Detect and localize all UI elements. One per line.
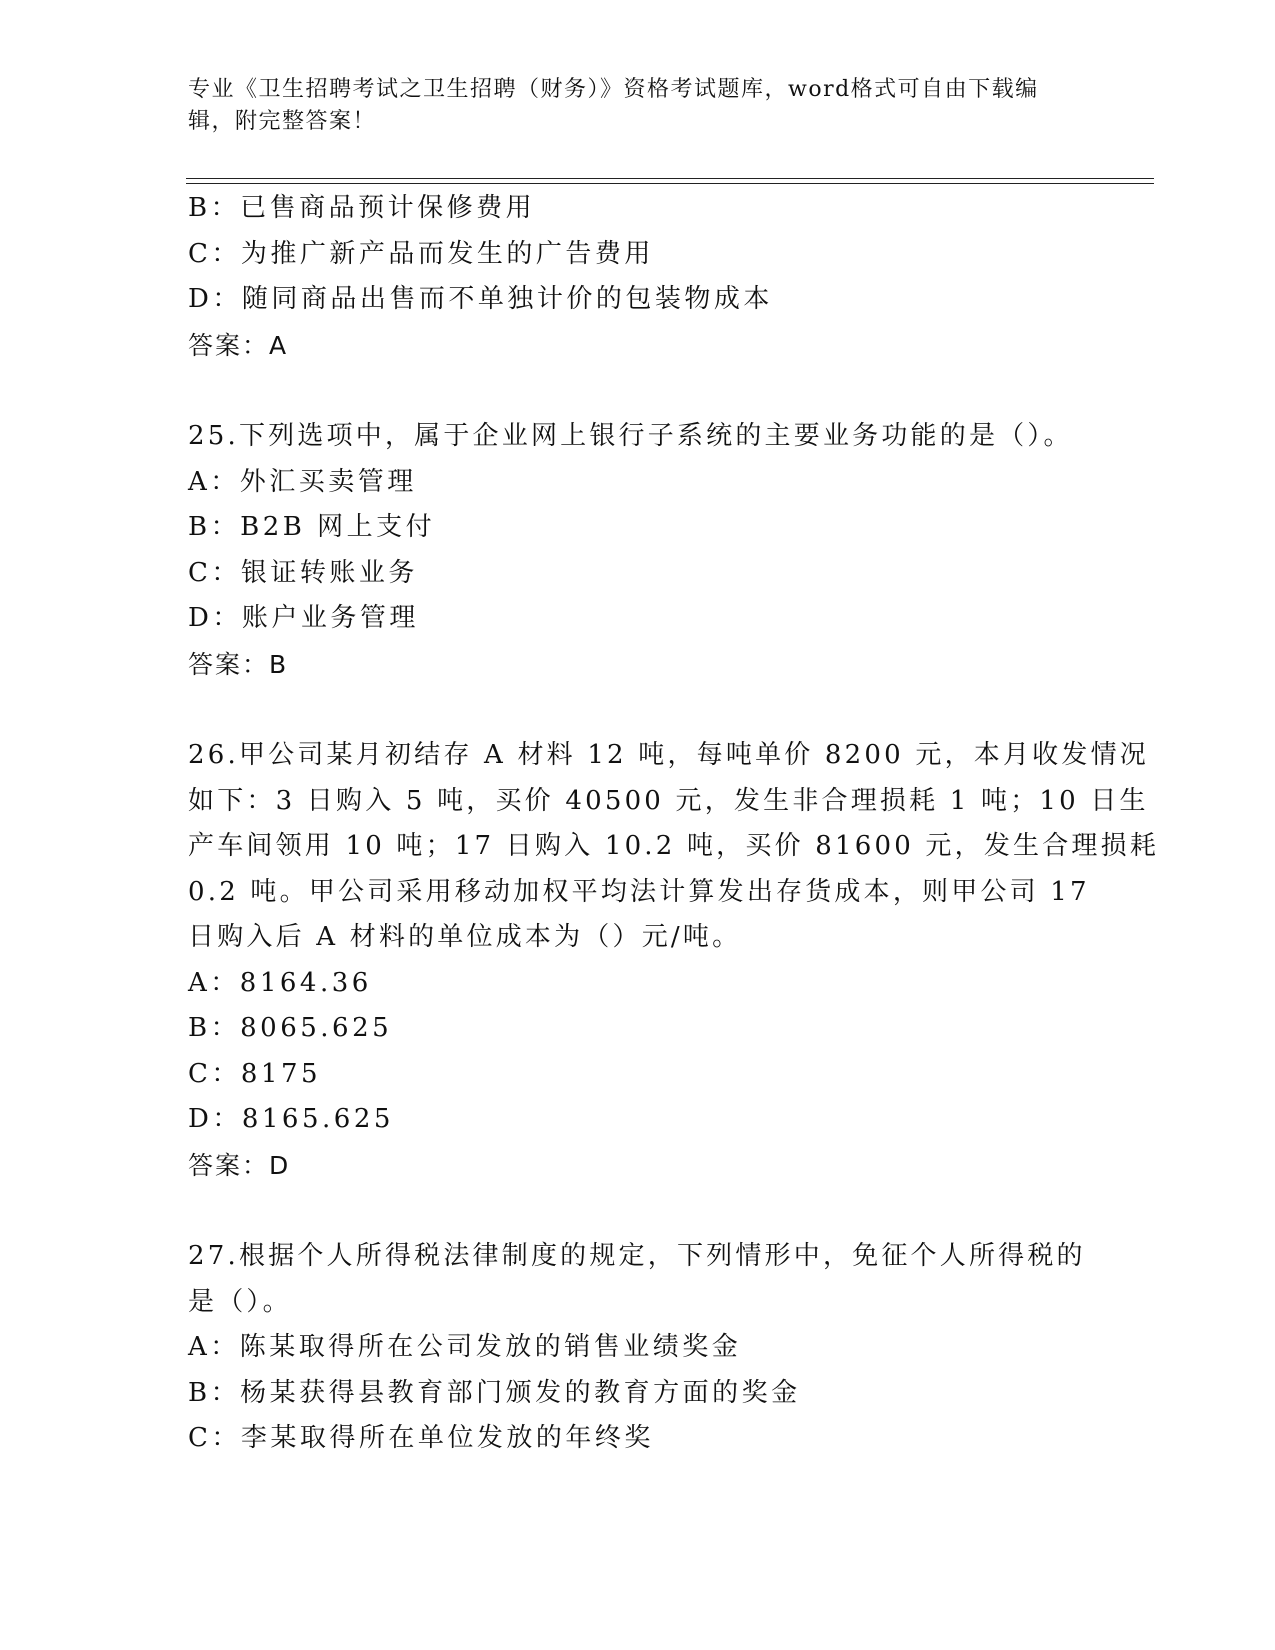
question-stem-line: 27.根据个人所得税法律制度的规定，下列情形中，免征个人所得税的 [188,1241,1086,1271]
question-stem-line: 产车间领用 10 吨；17 日购入 10.2 吨，买价 81600 元，发生合理损耗 [188,831,1160,861]
header-rule-bottom [186,183,1154,184]
option-c: C：为推广新产品而发生的广告费用 [188,238,654,269]
question-25 [188,414,1088,687]
document-body [188,186,1160,1462]
question-stem-line: 0.2 吨。甲公司采用移动加权平均法计算发出存货成本，则甲公司 17 [188,876,1090,907]
header-rule-top [186,178,1154,179]
question-spacer [188,1188,1088,1234]
option-c: C：8175 [188,1058,322,1089]
option-d: D：8165.625 [188,1104,394,1134]
option-b: B：8065.625 [188,1013,393,1043]
option-a: A：外汇买卖管理 [188,466,417,497]
question-stem-line: 日购入后 A 材料的单位成本为（）元/吨。 [188,922,742,952]
answer-line: 答案：B [188,649,289,679]
question-24-continued [188,186,1088,368]
answer-line: 答案：A [188,330,289,360]
question-27 [188,1234,1088,1462]
option-b: B：杨某获得县教育部门颁发的教育方面的奖金 [188,1377,801,1408]
option-a: A：陈某取得所在公司发放的销售业绩奖金 [188,1332,742,1362]
option-c: C：李某取得所在单位发放的年终奖 [188,1423,654,1453]
question-26 [188,733,1160,1188]
option-b: B：B2B 网上支付 [188,512,436,542]
option-d: D：账户业务管理 [188,603,419,633]
option-b: B：已售商品预计保修费用 [188,193,536,223]
option-c: C：银证转账业务 [188,557,418,588]
option-d: D：随同商品出售而不单独计价的包装物成本 [188,284,773,314]
question-stem-line: 是（）。 [188,1286,292,1317]
question-stem-line: 26.甲公司某月初结存 A 材料 12 吨，每吨单价 8200 元，本月收发情况 [188,740,1149,770]
answer-line: 答案：D [188,1150,291,1180]
question-spacer [188,687,1088,733]
question-spacer [188,368,1088,414]
question-stem-line: 如下：3 日购入 5 吨，买价 40500 元，发生非合理损耗 1 吨；10 日生 [188,785,1149,816]
document-header: 专业《卫生招聘考试之卫生招聘（财务）》资格考试题库，word格式可自由下载编辑，附完整答案！ [188,77,1039,134]
option-a: A：8164.36 [188,967,372,998]
question-stem: 25.下列选项中，属于企业网上银行子系统的主要业务功能的是（）。 [188,421,1073,451]
